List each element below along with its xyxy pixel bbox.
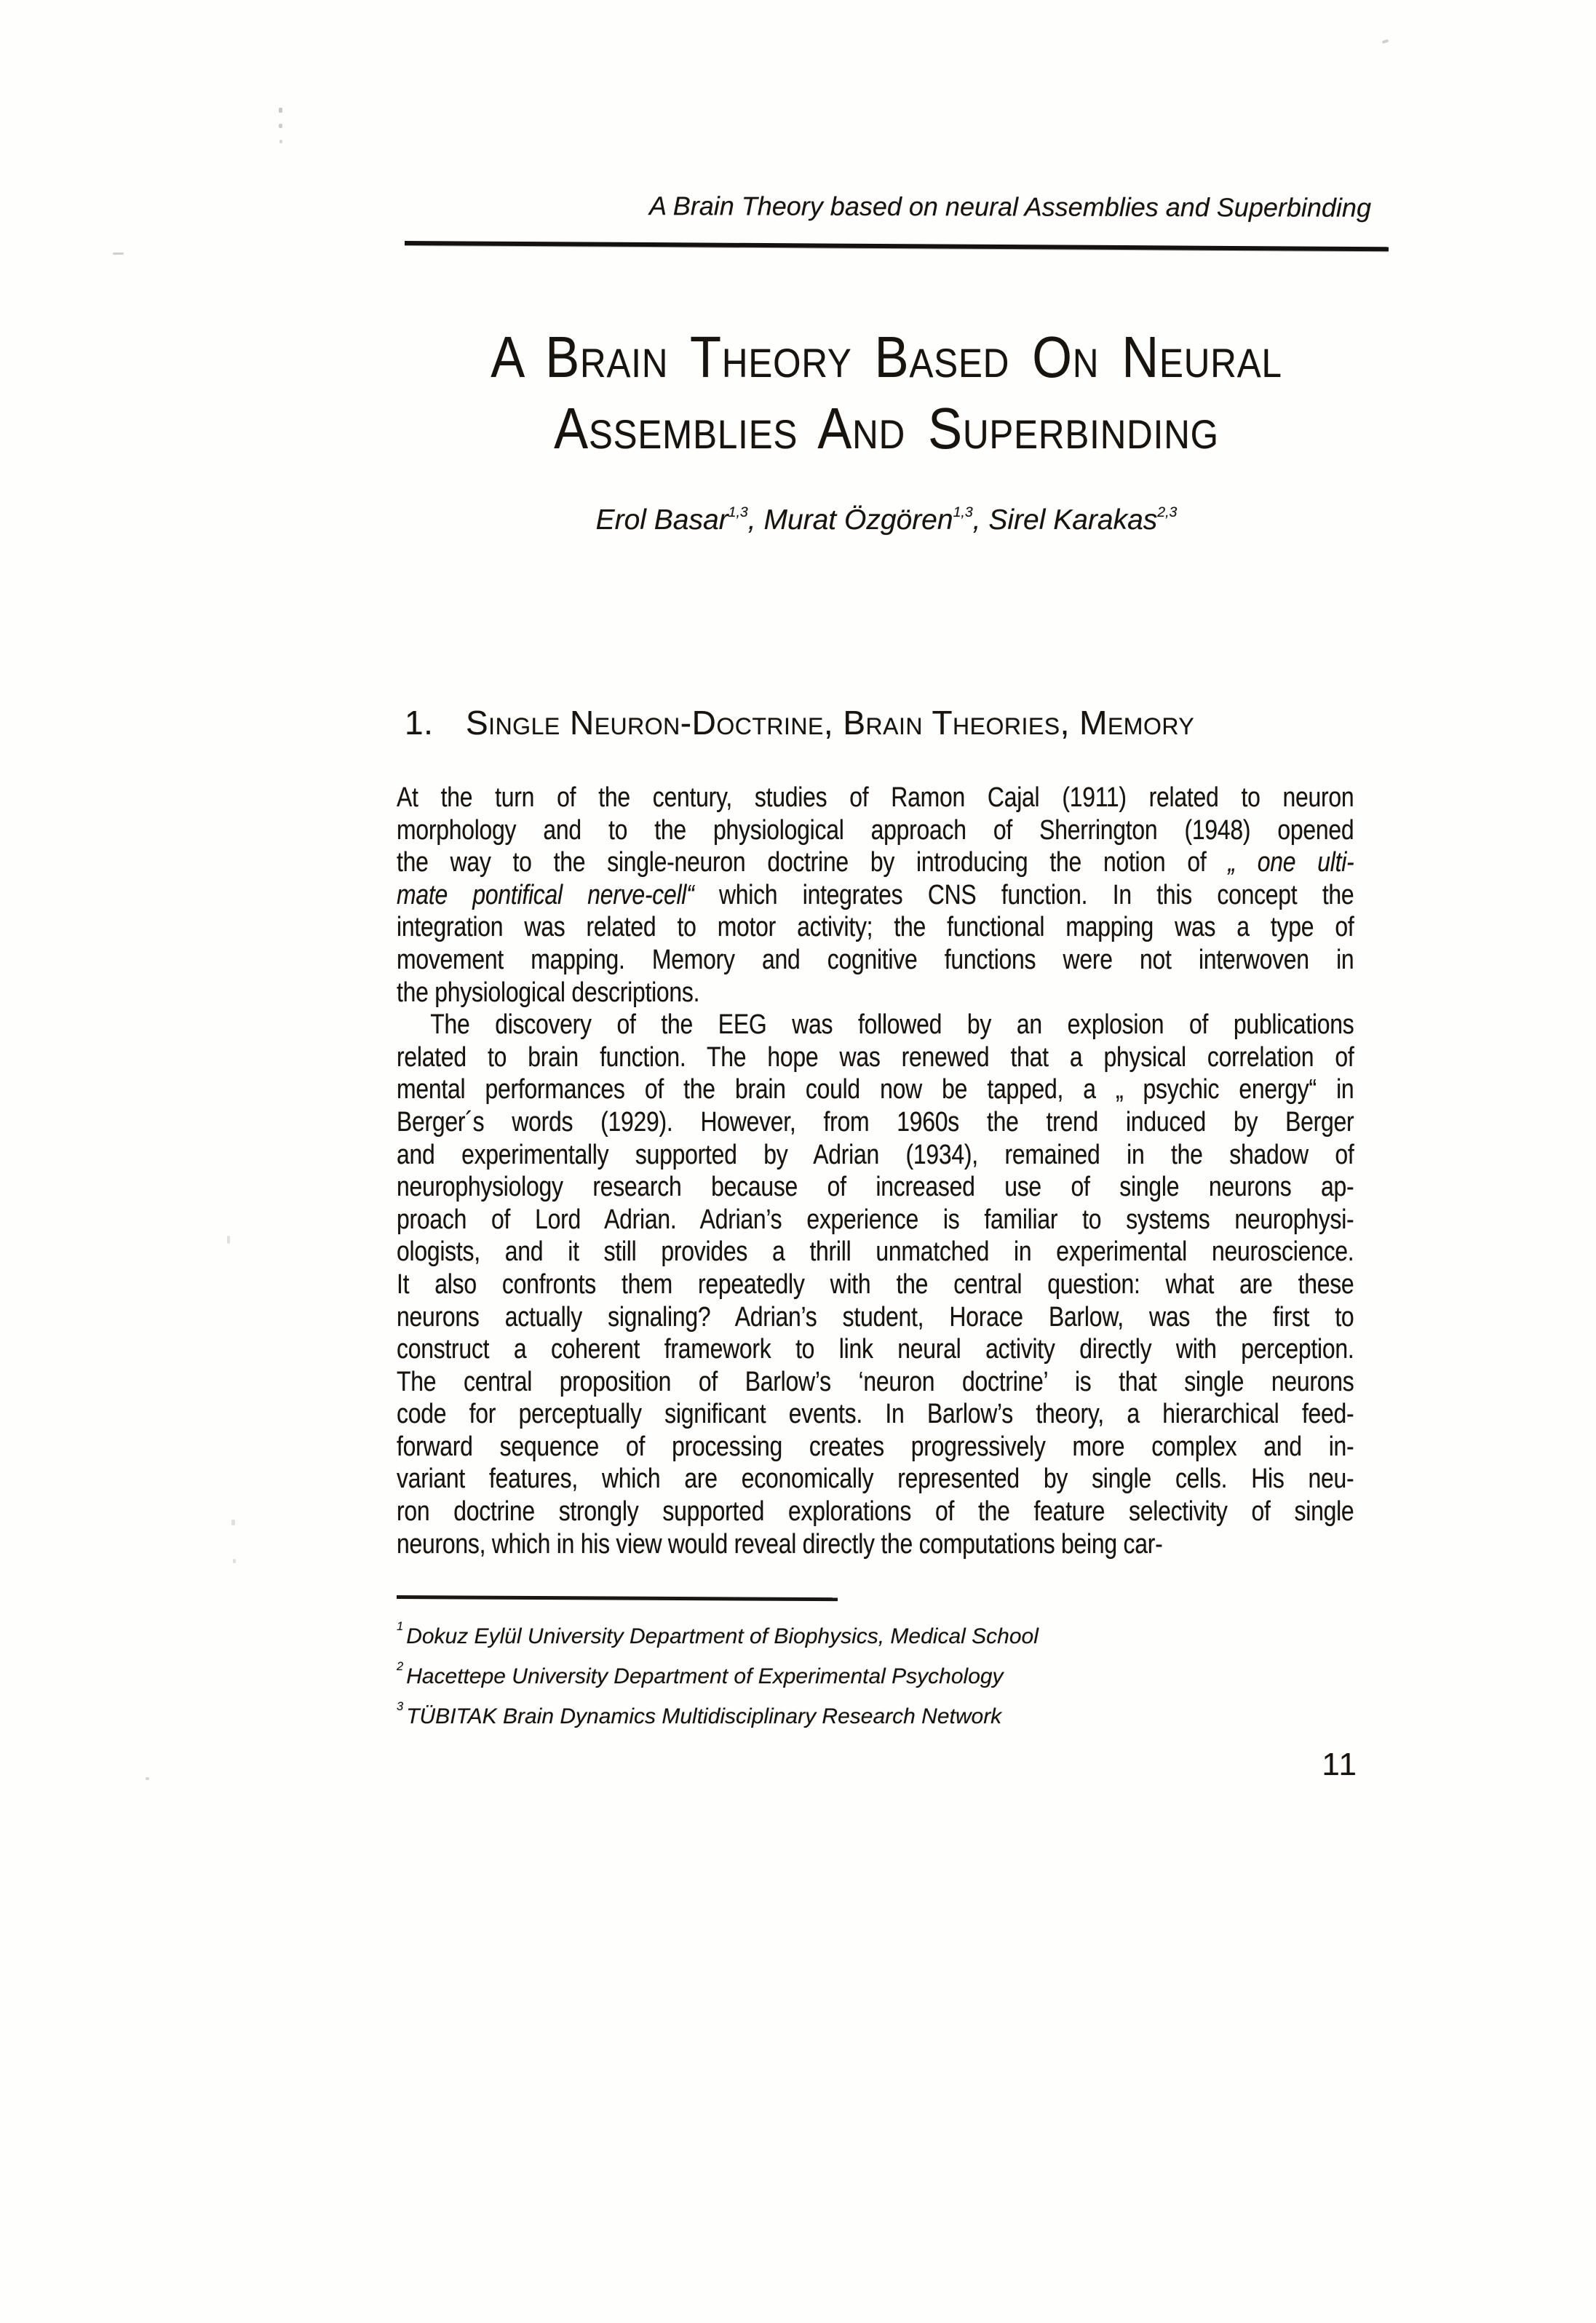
footnote: $^2$ Hacettepe University Department of Experimental Psychology bbox=[397, 1659, 1004, 1688]
text-line: variant features, which are economically represented by single cells. His neu- bbox=[397, 1464, 1354, 1495]
body-text bbox=[397, 782, 1354, 1560]
text-line: It also confronts them repeatedly with the central question: what are these bbox=[397, 1268, 1354, 1300]
text-line: construct a coherent framework to link neural activity directly with perception. bbox=[397, 1334, 1354, 1365]
text-line: ron doctrine strongly supported explorations of the feature selectivity of single bbox=[397, 1496, 1354, 1528]
scan-artifact bbox=[233, 1559, 236, 1563]
author: Sirel Karakas$^{2,3}$ bbox=[988, 504, 1178, 536]
text-line: At the turn of the century, studies of Ramon Cajal (1911) related to neuron bbox=[397, 782, 1354, 813]
paper-title-line-1: A Brain Theory Based On Neural bbox=[491, 325, 1282, 389]
scan-artifact bbox=[279, 140, 282, 143]
text-line: integration was related to motor activity; the functional mapping was a type of bbox=[397, 912, 1354, 943]
text-line: neurons, which in his view would reveal directly the computations being car- bbox=[397, 1528, 1163, 1560]
text-line: and experimentally supported by Adrian (1934), remained in the shadow of bbox=[397, 1139, 1354, 1170]
text-line: the physiological descriptions. bbox=[397, 977, 700, 1008]
author: Murat Özgören$^{1,3}$, bbox=[763, 504, 989, 536]
page-number: 11 bbox=[1322, 1747, 1358, 1782]
text-line: movement mapping. Memory and cognitive functions were not interwoven in bbox=[397, 944, 1354, 975]
scan-artifact bbox=[1382, 39, 1389, 44]
scan-artifact bbox=[279, 108, 282, 113]
section-number: 1. bbox=[405, 704, 434, 742]
scan-artifact bbox=[231, 1520, 235, 1525]
text-line: neurons actually signaling? Adrian’s student, Horace Barlow, was the first to bbox=[397, 1301, 1354, 1333]
text-line: mental performances of the brain could now be tapped, a „ psychic energy“ in bbox=[397, 1074, 1354, 1105]
paper-title-line-2: Assemblies And Superbinding bbox=[554, 396, 1219, 461]
text-line: forward sequence of processing creates progressively more complex and in- bbox=[397, 1431, 1354, 1462]
scan-artifact bbox=[227, 1236, 230, 1244]
paragraph bbox=[397, 782, 1354, 1009]
section-heading bbox=[405, 704, 1394, 741]
author-list bbox=[304, 498, 1469, 537]
header-rule bbox=[405, 241, 1389, 251]
scan-artifact bbox=[113, 253, 124, 255]
scan-artifact bbox=[279, 124, 282, 128]
footnote: $^1$ Dokuz Eylül University Department of Biophysics, Medical School bbox=[397, 1619, 1039, 1648]
footnote: $^3$ TÜBITAK Brain Dynamics Multidisciplinary Research Network bbox=[397, 1699, 1002, 1728]
footnote-rule bbox=[397, 1595, 838, 1601]
author: Erol Basar$^{1,3}$, bbox=[595, 504, 764, 536]
scan-artifact bbox=[146, 1777, 149, 1780]
section-title: Single Neuron-Doctrine, Brain Theories, Memory bbox=[466, 704, 1195, 742]
footnotes bbox=[397, 1614, 1416, 1734]
text-line: related to brain function. The hope was renewed that a physical correlation of bbox=[397, 1041, 1354, 1073]
text-line: mate pontifical nerve-cell“ which integrates CNS function. In this concept the bbox=[397, 879, 1354, 910]
paper-title bbox=[310, 322, 1463, 464]
running-header: A Brain Theory based on neural Assemblies and Superbinding bbox=[649, 191, 1372, 223]
text-line: The central proposition of Barlow’s ‘neuron doctrine’ is that single neurons bbox=[397, 1366, 1354, 1397]
text-line: The discovery of the EEG was followed by an explosion of publications bbox=[430, 1009, 1354, 1041]
text-line: code for perceptually significant events. In Barlow’s theory, a hierarchical feed- bbox=[397, 1399, 1354, 1430]
text-line: morphology and to the physiological approach of Sherrington (1948) opened bbox=[397, 814, 1354, 846]
text-line: neurophysiology research because of increased use of single neurons ap- bbox=[397, 1172, 1354, 1203]
text-line: ologists, and it still provides a thrill unmatched in experimental neuroscience. bbox=[397, 1236, 1354, 1268]
text-line: Berger´s words (1929). However, from 1960s the trend induced by Berger bbox=[397, 1106, 1354, 1137]
paragraph bbox=[397, 1009, 1354, 1560]
text-line: the way to the single-neuron doctrine by introducing the notion of „ one ulti- bbox=[397, 847, 1354, 878]
text-line: proach of Lord Adrian. Adrian’s experience is familiar to systems neurophysi- bbox=[397, 1204, 1354, 1235]
